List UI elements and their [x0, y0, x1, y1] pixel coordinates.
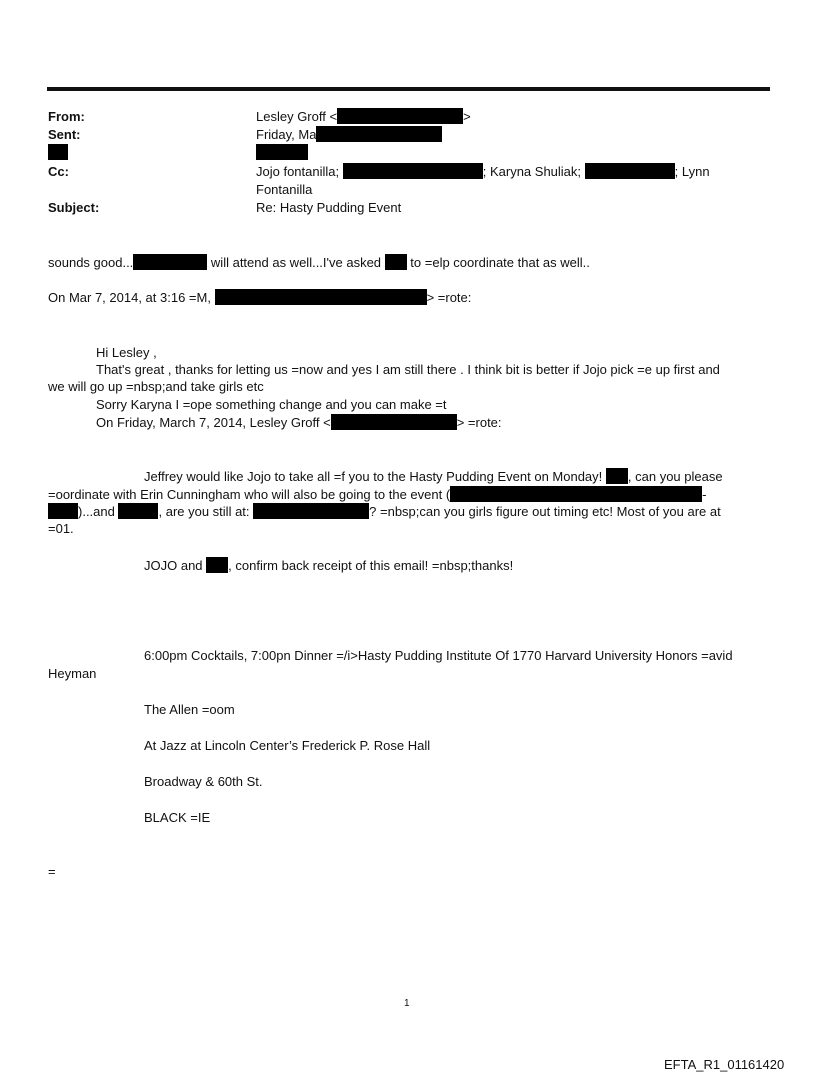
sent-date: Friday, Ma [256, 127, 317, 142]
cc-part3: ; Lynn [674, 164, 710, 179]
still-part-c: ? =nbsp;can you girls figure out timing etc! Most of you are at [369, 504, 721, 519]
confirm-part-a: JOJO and [144, 558, 203, 573]
sent-label: Sent: [48, 127, 81, 142]
quote2-part-a: On Friday, March 7, 2014, Lesley Groff < [96, 415, 331, 430]
event-line1: 6:00pm Cocktails, 7:00pn Dinner =/i>Hasty Pudding Institute Of 1770 Harvard University Honors =avid [144, 648, 733, 663]
redacted-email [331, 414, 457, 430]
quote1-part-b: > =rote: [426, 290, 472, 305]
jeffrey-part-b: , can you please [627, 469, 723, 484]
redacted-cc2 [585, 163, 675, 179]
still-part-a: )...and [78, 504, 115, 519]
redacted-email-tail [48, 503, 78, 519]
jeffrey-line [144, 468, 723, 485]
cc-value [256, 163, 710, 180]
cc-label: Cc: [48, 164, 69, 179]
event-venue: At Jazz at Lincoln Center’s Frederick P. Rose Hall [144, 738, 431, 753]
document-id: EFTA_R1_01161420 [664, 1057, 785, 1072]
redacted-cc1 [343, 163, 483, 179]
header-rule [47, 87, 770, 91]
still-at-line [48, 503, 721, 520]
event-dress-code: BLACK =IE [144, 810, 211, 825]
from-tail: > [463, 109, 471, 124]
jeffrey-part-a: Jeffrey would like Jojo to take all =f you to the Hasty Pudding Event on Monday! [144, 469, 603, 484]
sent-value [256, 126, 442, 143]
redacted-name [606, 468, 628, 484]
from-label: From: [48, 109, 85, 124]
redacted-to-label [48, 144, 68, 160]
coordinate-line [48, 486, 707, 503]
confirm-line [144, 557, 513, 574]
redacted-address [253, 503, 369, 519]
redacted-name [118, 503, 158, 519]
redacted-name [385, 254, 407, 270]
subject-label: Subject: [48, 200, 100, 215]
from-value [256, 108, 471, 125]
greeting: Hi Lesley , [96, 345, 157, 360]
quote1-line [48, 289, 471, 306]
subject-value: Re: Hasty Pudding Event [256, 200, 402, 215]
redacted-name [133, 254, 207, 270]
coordinate-part-a: =oordinate with Erin Cunningham who will also be going to the event ( [48, 487, 451, 502]
trailing-equals: = [48, 864, 56, 879]
redacted-sender [215, 289, 427, 305]
event-street: Broadway & 60th St. [144, 774, 263, 789]
reply-part-b: will attend as well...I've asked [210, 255, 382, 270]
cc-line2: Fontanilla [256, 182, 313, 197]
event-room: The Allen =oom [144, 702, 235, 717]
reply-part-a: sounds good... [48, 255, 134, 270]
redacted-name [206, 557, 228, 573]
reply-line [48, 254, 590, 271]
confirm-part-b: , confirm back receipt of this email! =nbsp;thanks! [228, 558, 514, 573]
quote2-line [96, 414, 502, 431]
quote2-part-b: > =rote: [456, 415, 502, 430]
redacted-date [316, 126, 442, 142]
sorry-line: Sorry Karyna I =ope something change and you can make =t [96, 397, 447, 412]
redacted-to-value [256, 144, 308, 160]
para1-line2: we will go up =nbsp;and take girls etc [48, 379, 264, 394]
redacted-email [337, 108, 463, 124]
redacted-email [450, 486, 702, 502]
cc-part1: Jojo fontanilla; [256, 164, 340, 179]
page-number: 1 [404, 998, 410, 1009]
para1-line1: That's great , thanks for letting us =now and yes I am still there . I think bit is better if Jojo pick =e up first and [96, 362, 720, 377]
still-part-b: , are you still at: [158, 504, 250, 519]
eq01-line: =01. [48, 521, 74, 536]
event-line2: Heyman [48, 666, 97, 681]
reply-part-c: to =elp coordinate that as well.. [410, 255, 590, 270]
cc-part2: ; Karyna Shuliak; [482, 164, 582, 179]
coordinate-part-b: - [702, 487, 707, 502]
quote1-part-a: On Mar 7, 2014, at 3:16 =M, [48, 290, 211, 305]
from-name: Lesley Groff < [256, 109, 338, 124]
